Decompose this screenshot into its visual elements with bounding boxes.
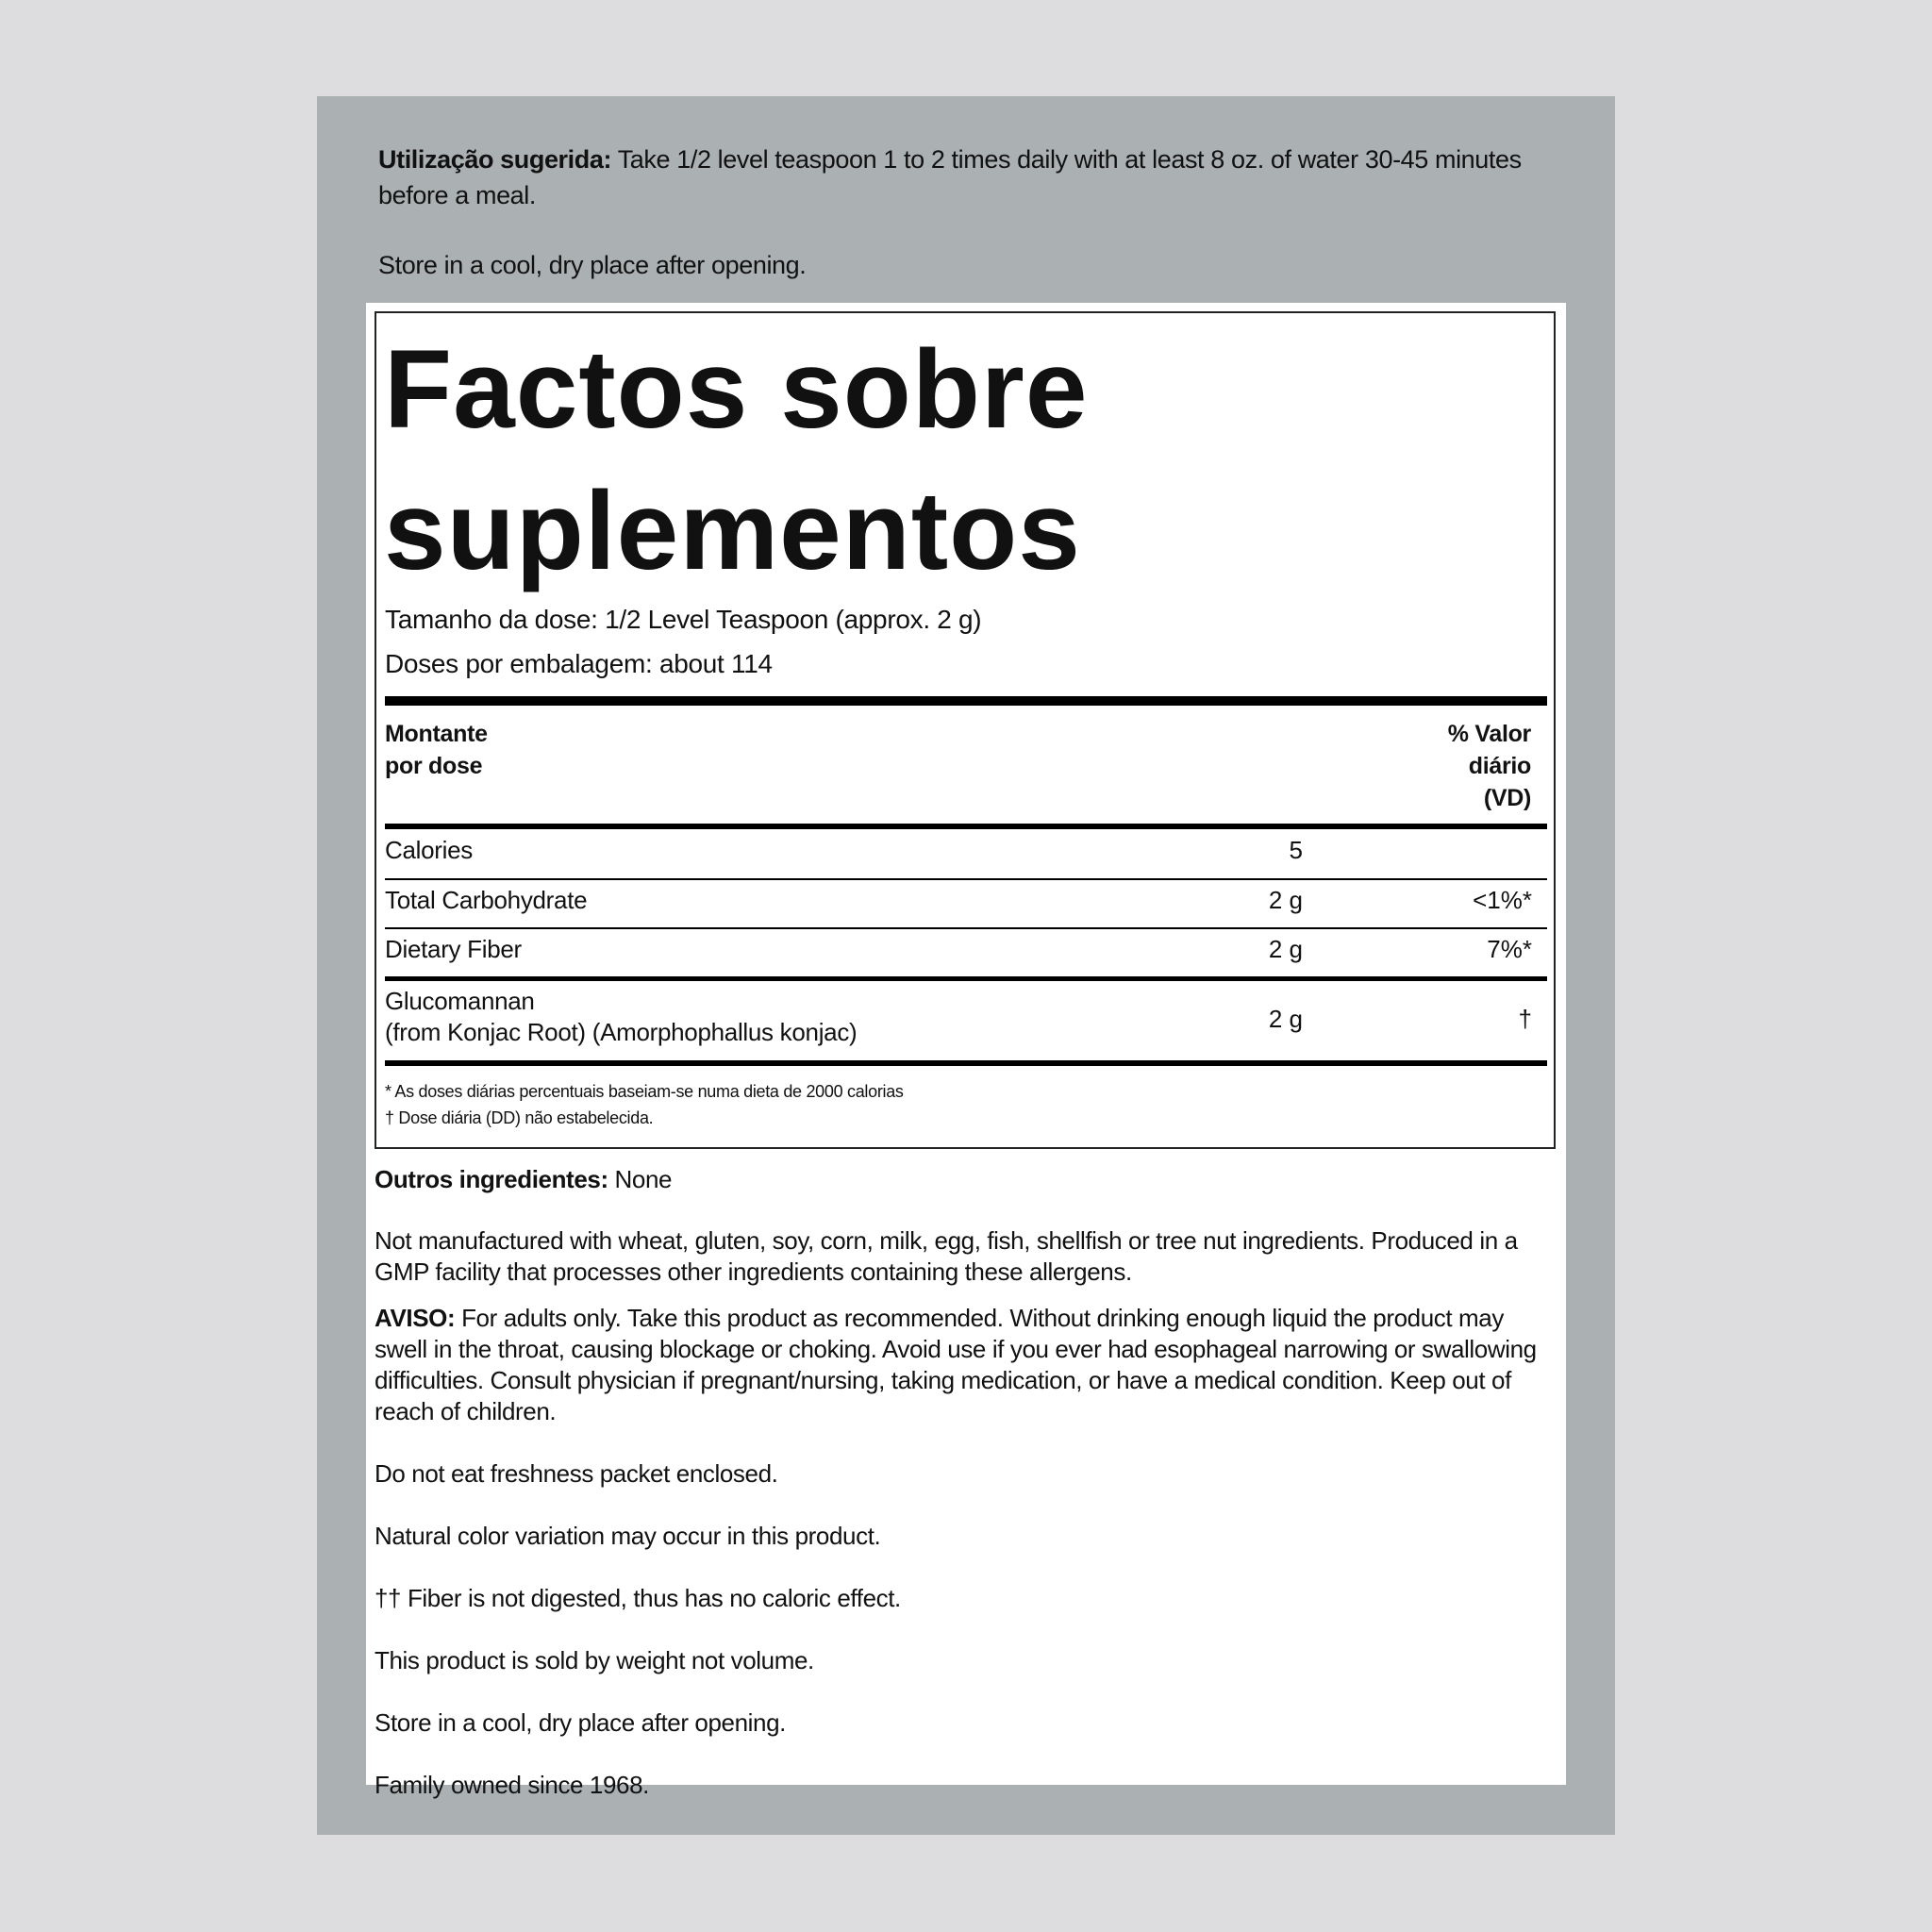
- row-divider: [385, 927, 1547, 929]
- footnote-daily-values: * As doses diárias percentuais baseiam-se numa dieta de 2000 calorias: [385, 1082, 904, 1101]
- storage-note: Store in a cool, dry place after opening.: [375, 1708, 786, 1737]
- servings-per-container: Doses por embalagem: about 114: [385, 649, 773, 678]
- nutrient-daily-value: <1%*: [1473, 886, 1532, 914]
- nutrient-daily-value: 7%*: [1487, 935, 1532, 963]
- family-owned-note: Family owned since 1968.: [375, 1771, 649, 1799]
- allergen-statement: Not manufactured with wheat, gluten, soy, corn, milk, egg, fish, shellfish or tree nut ingredients. Produced in a GMP facility that processes other ingredients containing these allergens.: [375, 1226, 1518, 1286]
- serving-size: Tamanho da dose: 1/2 Level Teaspoon (approx. 2 g): [385, 605, 982, 634]
- nutrient-daily-value: †: [1518, 1005, 1532, 1033]
- nutrient-name: Glucomannan: [385, 987, 535, 1015]
- bottom-divider: [385, 1060, 1547, 1066]
- nutrient-amount: 2 g: [1268, 886, 1303, 914]
- table-row: [385, 987, 1547, 1047]
- nutrient-name: Dietary Fiber: [385, 935, 522, 963]
- nutrient-name: Calories: [385, 836, 473, 864]
- daily-value-header: % Valor diário (VD): [1447, 721, 1531, 811]
- other-ingredients: Outros ingredientes: None: [375, 1165, 673, 1193]
- freshness-packet-note: Do not eat freshness packet enclosed.: [375, 1459, 778, 1488]
- warning-statement: AVISO: For adults only. Take this product as recommended. Without drinking enough liquid the product may swell in the throat, causing blockage or choking. Avoid use if you ever had esophageal narrowing or swallowing difficulties. Consult physician if pregnant/nursing, taking medication, or have a medical condition. Keep out of reach of children.: [375, 1304, 1537, 1425]
- amount-per-serving-header: Montante por dose: [385, 721, 488, 779]
- suggested-use-text: Utilização sugerida: Take 1/2 level teaspoon 1 to 2 times daily with at least 8 oz. of water 30-45 minutes before a meal.: [378, 145, 1522, 209]
- header-divider: [385, 824, 1547, 829]
- nutrient-amount: 2 g: [1268, 1005, 1303, 1033]
- other-ingredients-label: Outros ingredientes:: [375, 1165, 608, 1193]
- nutrient-source: (from Konjac Root) (Amorphophallus konjac): [385, 1018, 858, 1046]
- storage-note-top: Store in a cool, dry place after opening.: [378, 251, 807, 279]
- nutrient-amount: 2 g: [1268, 935, 1303, 963]
- nutrient-name: Total Carbohydrate: [385, 886, 588, 914]
- suggested-use-label: Utilização sugerida:: [378, 145, 612, 174]
- suggested-use-section: [378, 142, 1557, 283]
- row-divider: [385, 878, 1547, 880]
- weight-note: This product is sold by weight not volume.: [375, 1646, 814, 1674]
- color-variation-note: Natural color variation may occur in this product.: [375, 1522, 881, 1550]
- row-divider: [385, 976, 1547, 981]
- thick-divider: [385, 696, 1547, 706]
- additional-info: [375, 1164, 1544, 1801]
- facts-title: Factos sobre suplementos: [384, 327, 1089, 593]
- nutrient-amount: 5: [1289, 836, 1303, 864]
- warning-label: AVISO:: [375, 1304, 456, 1332]
- footnote-not-established: † Dose diária (DD) não estabelecida.: [385, 1108, 654, 1127]
- fiber-note: †† Fiber is not digested, thus has no caloric effect.: [375, 1584, 901, 1612]
